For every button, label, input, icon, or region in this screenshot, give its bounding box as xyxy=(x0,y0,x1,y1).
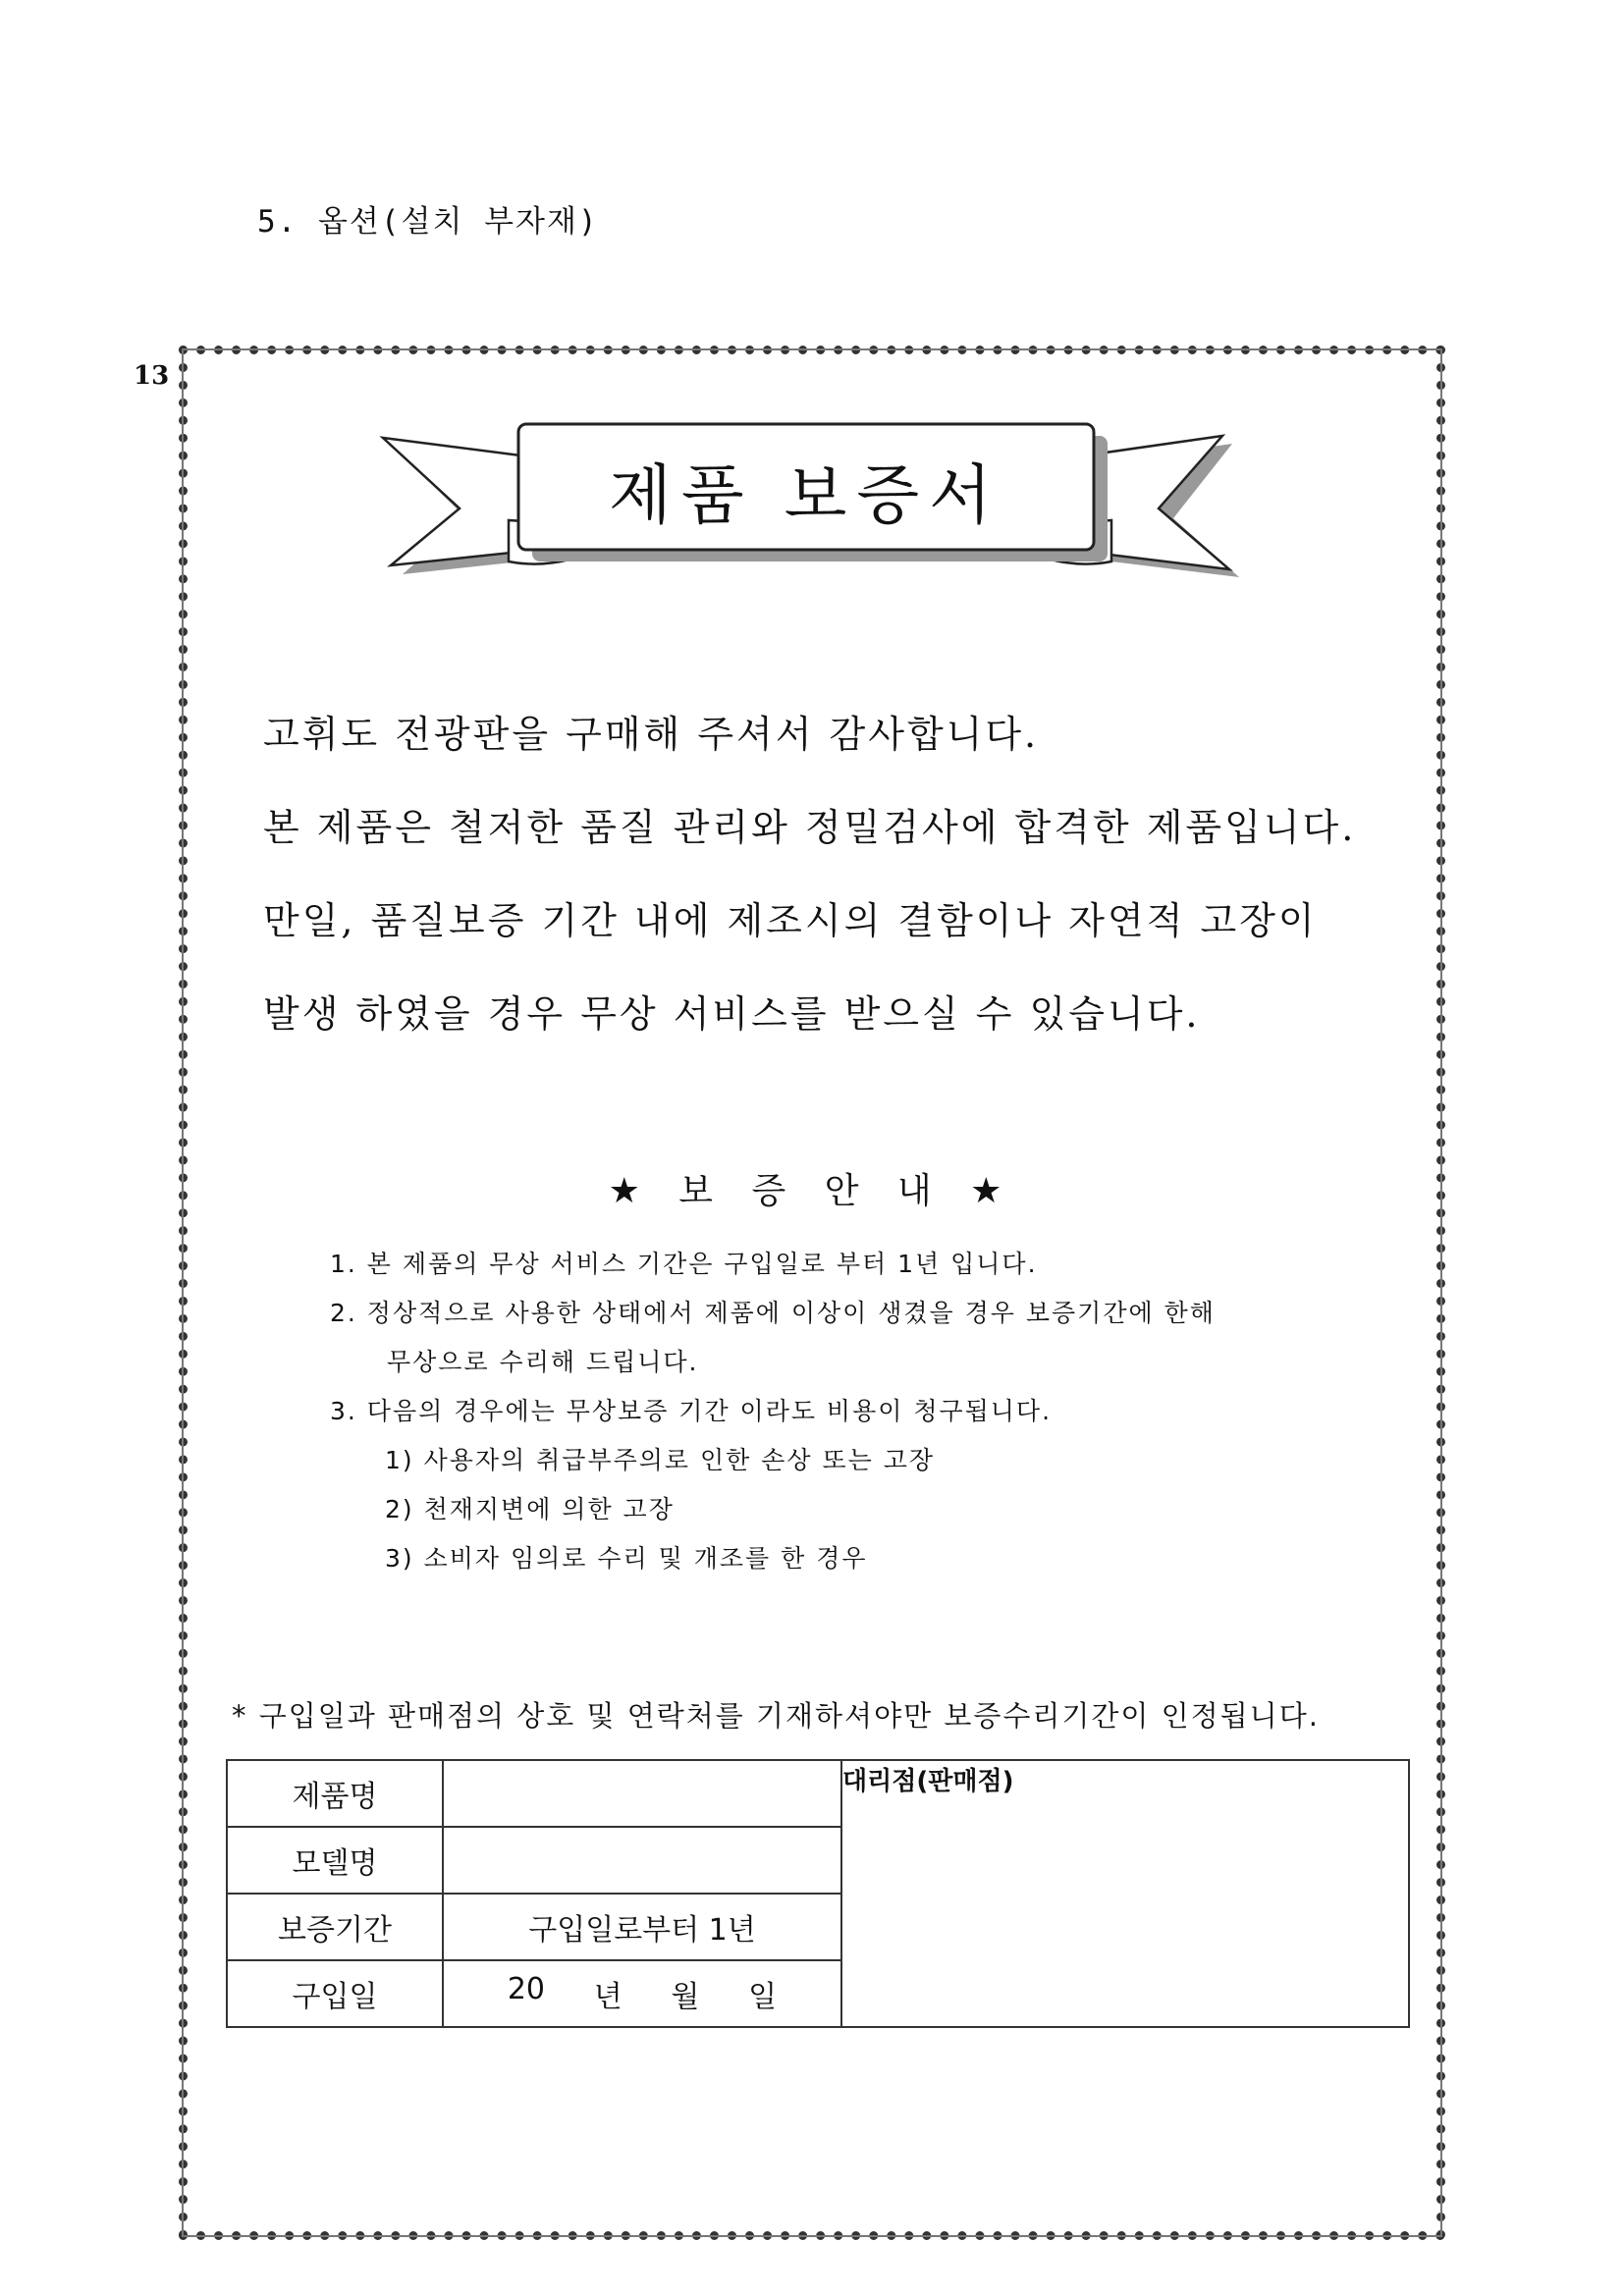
guide-item: 3. 다음의 경우에는 무상보증 기간 이라도 비용이 청구됩니다. xyxy=(330,1397,1053,1425)
model-name-label: 모델명 xyxy=(227,1827,443,1894)
banner-title: 제품 보증서 xyxy=(609,456,1001,533)
section-heading: 5. 옵션(설치 부자재) xyxy=(257,204,599,240)
date-day-unit: 일 xyxy=(748,1980,778,2014)
dealer-field[interactable] xyxy=(841,1760,1409,2027)
purchase-date-label: 구입일 xyxy=(227,1960,443,2027)
intro-line: 본 제품은 철저한 품질 관리와 정밀검사에 합격한 제품입니다. xyxy=(263,806,1357,849)
guide-item-continuation: 무상으로 수리해 드립니다. xyxy=(387,1348,699,1376)
warranty-table xyxy=(226,1759,1410,2028)
guide-title: ★ 보 증 안 내 ★ xyxy=(608,1171,1016,1211)
warranty-period-value: 구입일로부터 1년 xyxy=(443,1894,841,1960)
date-month-unit: 월 xyxy=(671,1980,700,2014)
purchase-date-field[interactable] xyxy=(443,1960,841,2027)
product-name-label: 제품명 xyxy=(227,1760,443,1827)
guide-list xyxy=(330,1245,1390,1588)
model-name-field[interactable] xyxy=(443,1827,841,1894)
guide-item: 1. 본 제품의 무상 서비스 기간은 구입일로 부터 1년 입니다. xyxy=(330,1250,1038,1278)
page-number: 13 xyxy=(134,361,170,391)
guide-item: 2. 정상적으로 사용한 상태에서 제품에 이상이 생겼을 경우 보증기간에 한해 xyxy=(330,1299,1216,1327)
product-name-field[interactable] xyxy=(443,1760,841,1827)
warranty-period-label: 보증기간 xyxy=(227,1894,443,1960)
table-row xyxy=(227,1760,1409,1827)
intro-paragraph xyxy=(263,705,1412,1078)
guide-subitem: 2) 천재지변에 의한 고장 xyxy=(385,1495,675,1523)
date-year-prefix: 20 xyxy=(507,1972,546,2006)
guide-subitem: 1) 사용자의 취급부주의로 인한 손상 또는 고장 xyxy=(385,1446,936,1474)
notice-text: * 구입일과 판매점의 상호 및 연락처를 기재하셔야만 보증수리기간이 인정됩니다. xyxy=(232,1699,1320,1733)
intro-line: 고휘도 전광판을 구매해 주셔서 감사합니다. xyxy=(263,713,1040,756)
intro-line: 만일, 품질보증 기간 내에 제조시의 결함이나 자연적 고장이 xyxy=(263,899,1318,942)
date-year-unit: 년 xyxy=(593,1980,623,2014)
guide-subitem: 3) 소비자 임의로 수리 및 개조를 한 경우 xyxy=(385,1544,868,1573)
intro-line: 발생 하였을 경우 무상 서비스를 받으실 수 있습니다. xyxy=(263,992,1201,1036)
dealer-label: 대리점(판매점) xyxy=(842,1767,1014,1796)
